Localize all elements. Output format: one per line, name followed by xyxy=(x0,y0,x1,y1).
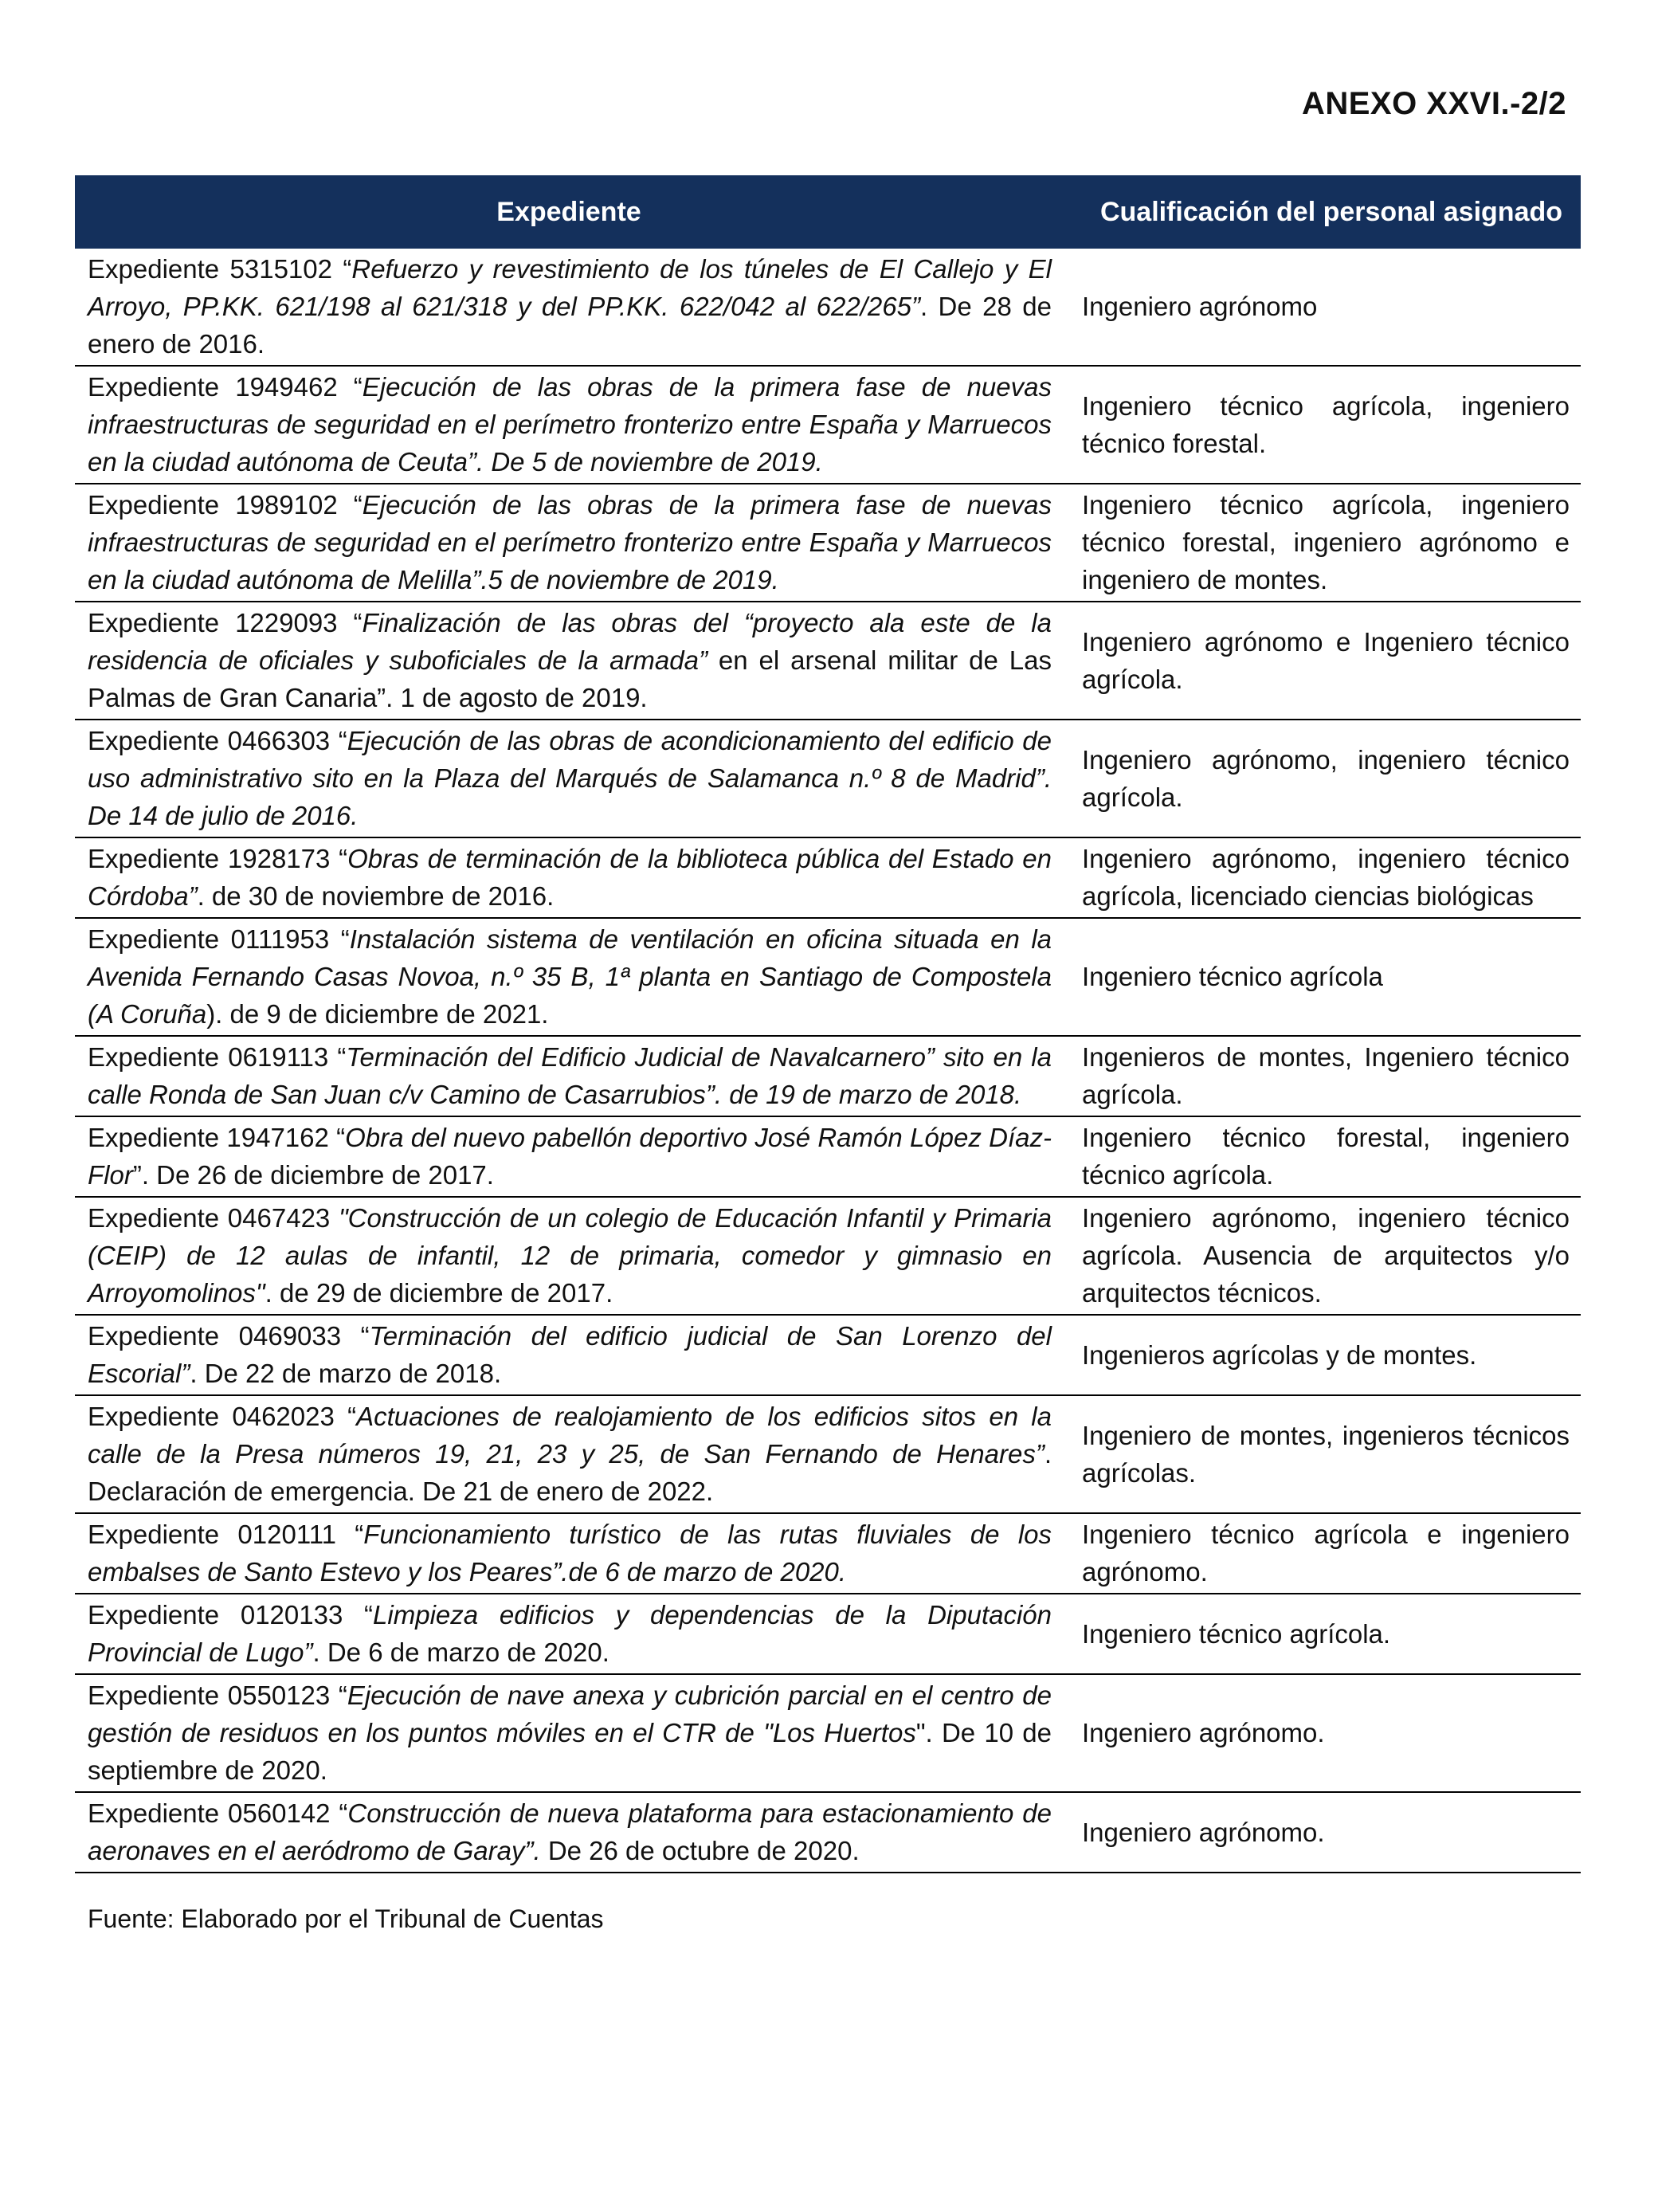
gap-cell xyxy=(1063,1594,1082,1674)
table-body xyxy=(75,249,1581,1873)
gap-cell xyxy=(1063,1315,1082,1395)
qualification-cell: Ingeniero agrónomo. xyxy=(1082,1674,1581,1792)
expedientes-table xyxy=(75,175,1581,1873)
expediente-prefix: Expediente 1947162 “ xyxy=(88,1123,346,1152)
expediente-date: ”. De 26 de diciembre de 2017. xyxy=(132,1160,494,1190)
gap-cell xyxy=(1063,1116,1082,1197)
expediente-date: . De 6 de marzo de 2020. xyxy=(312,1637,609,1667)
expediente-date: . De 28 de enero de 2016. xyxy=(88,292,1052,359)
expediente-prefix: Expediente 0550123 “ xyxy=(88,1681,347,1710)
header-expediente: Expediente xyxy=(75,175,1063,249)
expediente-title: Limpieza edificios y dependencias de la Diputación Provincial de Lugo” xyxy=(88,1600,1052,1667)
table-row xyxy=(75,1395,1581,1513)
expediente-prefix: Expediente 0466303 “ xyxy=(88,726,347,755)
qualification-cell: Ingeniero agrónomo e Ingeniero técnico agrícola. xyxy=(1082,602,1581,720)
table-row xyxy=(75,1594,1581,1674)
gap-cell xyxy=(1063,1036,1082,1116)
table-header-row xyxy=(75,175,1581,249)
table-row xyxy=(75,1116,1581,1197)
table-row xyxy=(75,602,1581,720)
expediente-title: Refuerzo y revestimiento de los túneles de El Callejo y El Arroyo, PP.KK. 621/198 al 621/318 y del PP.KK. 622/042 al 622/265” xyxy=(88,254,1052,321)
table-row xyxy=(75,1197,1581,1315)
expediente-prefix: Expediente 0120111 “ xyxy=(88,1520,364,1549)
expediente-cell xyxy=(75,1594,1063,1674)
expediente-prefix: Expediente 1928173 “ xyxy=(88,844,348,873)
gap-cell xyxy=(1063,918,1082,1036)
expediente-cell xyxy=(75,366,1063,484)
expediente-title: Terminación del edificio judicial de San Lorenzo del Escorial” xyxy=(88,1321,1052,1388)
qualification-cell: Ingeniero técnico agrícola e ingeniero agrónomo. xyxy=(1082,1513,1581,1594)
annex-title: ANEXO XXVI.-2/2 xyxy=(1301,86,1566,121)
expediente-title: Finalización de las obras del “proyecto ala este de la residencia de oficiales y suboficiales de la armada” xyxy=(88,608,1052,675)
expediente-prefix: Expediente 1989102 “ xyxy=(88,490,363,520)
table-row xyxy=(75,1674,1581,1792)
gap-cell xyxy=(1063,1513,1082,1594)
expediente-title: Funcionamiento turístico de las rutas fluviales de los embalses de Santo Estevo y los Peares”.de 6 de marzo de 2020. xyxy=(88,1520,1052,1586)
expediente-cell xyxy=(75,1116,1063,1197)
table-row xyxy=(75,918,1581,1036)
expediente-cell xyxy=(75,602,1063,720)
header-gap xyxy=(1063,175,1082,249)
table-row xyxy=(75,249,1581,366)
expediente-title: Instalación sistema de ventilación en oficina situada en la Avenida Fernando Casas Novoa, n.º 35 B, 1ª planta en Santiago de Compostela (A Coruña xyxy=(88,924,1052,1029)
table-row xyxy=(75,484,1581,602)
expediente-title: Construcción de nueva plataforma para estacionamiento de aeronaves en el aeródromo de Garay”. xyxy=(88,1798,1052,1865)
expediente-cell xyxy=(75,484,1063,602)
expediente-title: Obras de terminación de la biblioteca pública del Estado en Córdoba” xyxy=(88,844,1052,911)
gap-cell xyxy=(1063,602,1082,720)
expediente-title: Ejecución de las obras de la primera fase de nuevas infraestructuras de seguridad en el perímetro fronterizo entre España y Marruecos en la ciudad autónoma de Ceuta”. De 5 de noviembre de 2019. xyxy=(88,372,1052,477)
expediente-title: Ejecución de nave anexa y cubrición parcial en el centro de gestión de residuos en los puntos móviles en el CTR de "Los Huertos xyxy=(88,1681,1052,1747)
expediente-cell xyxy=(75,1315,1063,1395)
gap-cell xyxy=(1063,1395,1082,1513)
table-row xyxy=(75,837,1581,918)
qualification-cell: Ingenieros de montes, Ingeniero técnico agrícola. xyxy=(1082,1036,1581,1116)
table-row xyxy=(75,366,1581,484)
expediente-date: ). de 9 de diciembre de 2021. xyxy=(206,999,549,1029)
expediente-prefix: Expediente 0467423 xyxy=(88,1203,339,1233)
table-row xyxy=(75,1315,1581,1395)
qualification-cell: Ingenieros agrícolas y de montes. xyxy=(1082,1315,1581,1395)
expediente-cell xyxy=(75,918,1063,1036)
expediente-title: Obra del nuevo pabellón deportivo José Ramón López Díaz-Flor xyxy=(88,1123,1052,1190)
expediente-date: ". De 10 de septiembre de 2020. xyxy=(88,1718,1052,1785)
expediente-cell xyxy=(75,1674,1063,1792)
expediente-cell xyxy=(75,1036,1063,1116)
gap-cell xyxy=(1063,720,1082,837)
expediente-date: . de 30 de noviembre de 2016. xyxy=(197,881,555,911)
expediente-cell xyxy=(75,1513,1063,1594)
qualification-cell: Ingeniero agrónomo, ingeniero técnico agrícola. xyxy=(1082,720,1581,837)
gap-cell xyxy=(1063,1674,1082,1792)
expediente-date: . de 29 de diciembre de 2017. xyxy=(265,1278,613,1308)
source-note: Fuente: Elaborado por el Tribunal de Cuentas xyxy=(88,1904,604,1933)
expediente-title: Terminación del Edificio Judicial de Navalcarnero” sito en la calle Ronda de San Juan c/v Camino de Casarrubios”. de 19 de marzo de 2018. xyxy=(88,1042,1052,1109)
expediente-cell xyxy=(75,837,1063,918)
expediente-prefix: Expediente 0111953 “ xyxy=(88,924,350,954)
expediente-prefix: Expediente 0619113 “ xyxy=(88,1042,347,1072)
expediente-cell xyxy=(75,720,1063,837)
expediente-date: en el arsenal militar de Las Palmas de Gran Canaria”. 1 de agosto de 2019. xyxy=(88,645,1052,712)
expediente-prefix: Expediente 1229093 “ xyxy=(88,608,363,637)
table-row xyxy=(75,720,1581,837)
gap-cell xyxy=(1063,249,1082,366)
qualification-cell: Ingeniero agrónomo. xyxy=(1082,1792,1581,1873)
gap-cell xyxy=(1063,1197,1082,1315)
qualification-cell: Ingeniero agrónomo, ingeniero técnico agrícola, licenciado ciencias biológicas xyxy=(1082,837,1581,918)
qualification-cell: Ingeniero agrónomo xyxy=(1082,249,1581,366)
expediente-prefix: Expediente 0120133 “ xyxy=(88,1600,374,1630)
header-cualificacion: Cualificación del personal asignado xyxy=(1082,175,1581,249)
qualification-cell: Ingeniero agrónomo, ingeniero técnico agrícola. Ausencia de arquitectos y/o arquitectos técnicos. xyxy=(1082,1197,1581,1315)
gap-cell xyxy=(1063,837,1082,918)
expediente-date: . De 22 de marzo de 2018. xyxy=(190,1359,502,1388)
qualification-cell: Ingeniero técnico agrícola xyxy=(1082,918,1581,1036)
gap-cell xyxy=(1063,484,1082,602)
qualification-cell: Ingeniero técnico forestal, ingeniero técnico agrícola. xyxy=(1082,1116,1581,1197)
table-row xyxy=(75,1513,1581,1594)
expediente-title: "Construcción de un colegio de Educación Infantil y Primaria (CEIP) de 12 aulas de infantil, 12 de primaria, comedor y gimnasio en Arroyomolinos" xyxy=(88,1203,1052,1308)
expediente-title: Actuaciones de realojamiento de los edificios sitos en la calle de la Presa números 19, 21, 23 y 25, de San Fernando de Henares” xyxy=(88,1402,1052,1469)
expediente-cell xyxy=(75,1792,1063,1873)
qualification-cell: Ingeniero técnico agrícola, ingeniero técnico forestal. xyxy=(1082,366,1581,484)
expediente-prefix: Expediente 0560142 “ xyxy=(88,1798,348,1828)
table-row xyxy=(75,1036,1581,1116)
table-row xyxy=(75,1792,1581,1873)
expediente-prefix: Expediente 1949462 “ xyxy=(88,372,363,402)
expediente-cell xyxy=(75,1197,1063,1315)
qualification-cell: Ingeniero técnico agrícola. xyxy=(1082,1594,1581,1674)
qualification-cell: Ingeniero técnico agrícola, ingeniero técnico forestal, ingeniero agrónomo e ingeniero de montes. xyxy=(1082,484,1581,602)
expediente-cell xyxy=(75,249,1063,366)
expediente-title: Ejecución de las obras de acondicionamiento del edificio de uso administrativo sito en la Plaza del Marqués de Salamanca n.º 8 de Madrid”. De 14 de julio de 2016. xyxy=(88,726,1052,830)
expediente-date: . Declaración de emergencia. De 21 de enero de 2022. xyxy=(88,1439,1052,1506)
gap-cell xyxy=(1063,1792,1082,1873)
gap-cell xyxy=(1063,366,1082,484)
expediente-prefix: Expediente 0469033 “ xyxy=(88,1321,370,1351)
expediente-cell xyxy=(75,1395,1063,1513)
expediente-title: Ejecución de las obras de la primera fase de nuevas infraestructuras de seguridad en el perímetro fronterizo entre España y Marruecos en la ciudad autónoma de Melilla”.5 de noviembre de 2019. xyxy=(88,490,1052,594)
expediente-date: De 26 de octubre de 2020. xyxy=(540,1836,860,1865)
expediente-prefix: Expediente 0462023 “ xyxy=(88,1402,357,1431)
expediente-prefix: Expediente 5315102 “ xyxy=(88,254,352,284)
qualification-cell: Ingeniero de montes, ingenieros técnicos agrícolas. xyxy=(1082,1395,1581,1513)
